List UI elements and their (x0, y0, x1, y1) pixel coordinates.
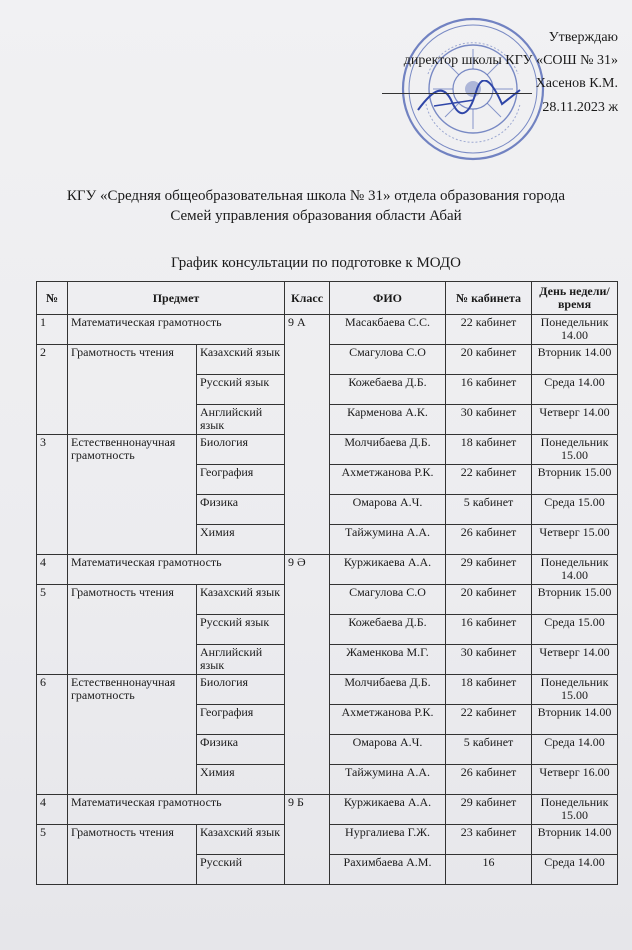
room-cell: 16 (446, 855, 532, 885)
teacher-cell: Куржикаева А.А. (330, 795, 446, 825)
room-cell: 30 кабинет (446, 645, 532, 675)
school-name-line-1: КГУ «Средняя общеобразовательная школа № 31» отдела образования города (66, 188, 566, 204)
subsubject-cell: География (197, 465, 285, 495)
approval-name: Хасенов К.М. (535, 76, 618, 91)
room-cell: 22 кабинет (446, 705, 532, 735)
subject-cell: Естественнонаучная грамотность (68, 675, 197, 795)
teacher-cell: Смагулова С.О (330, 345, 446, 375)
room-cell: 18 кабинет (446, 435, 532, 465)
row-number: 5 (37, 825, 68, 885)
class-cell: 9 Ә (285, 555, 330, 795)
subject-cell: Математическая грамотность (68, 795, 285, 825)
time-cell: Понедельник 15.00 (532, 795, 618, 825)
time-cell: Среда 15.00 (532, 615, 618, 645)
class-cell: 9 А (285, 315, 330, 555)
time-cell: Понедельник 14.00 (532, 555, 618, 585)
subsubject-cell: Русский язык (197, 375, 285, 405)
approval-label: Утверждаю (548, 30, 618, 45)
teacher-cell: Смагулова С.О (330, 585, 446, 615)
row-number: 2 (37, 345, 68, 435)
teacher-cell: Молчибаева Д.Б. (330, 675, 446, 705)
teacher-cell: Нургалиева Г.Ж. (330, 825, 446, 855)
subsubject-cell: География (197, 705, 285, 735)
teacher-cell: Жаменкова М.Г. (330, 645, 446, 675)
time-cell: Среда 14.00 (532, 735, 618, 765)
teacher-cell: Тайжумина А.А. (330, 525, 446, 555)
room-cell: 23 кабинет (446, 825, 532, 855)
time-cell: Среда 15.00 (532, 495, 618, 525)
subsubject-cell: Физика (197, 735, 285, 765)
time-cell: Вторник 14.00 (532, 345, 618, 375)
time-cell: Четверг 14.00 (532, 405, 618, 435)
room-cell: 22 кабинет (446, 315, 532, 345)
time-cell: Вторник 15.00 (532, 465, 618, 495)
document-title: График консультации по подготовке к МОДО (171, 255, 461, 271)
subject-cell: Математическая грамотность (68, 555, 285, 585)
room-cell: 26 кабинет (446, 525, 532, 555)
approval-date: 28.11.2023 ж (542, 100, 618, 115)
approval-name-line (382, 74, 618, 94)
teacher-cell: Куржикаева А.А. (330, 555, 446, 585)
time-cell: Вторник 14.00 (532, 825, 618, 855)
subject-cell: Естественнонаучная грамотность (68, 435, 197, 555)
room-cell: 26 кабинет (446, 765, 532, 795)
teacher-cell: Рахимбаева А.М. (330, 855, 446, 885)
approval-position: директор школы КГУ «СОШ № 31» (403, 53, 618, 68)
teacher-cell: Омарова А.Ч. (330, 495, 446, 525)
column-header: ФИО (330, 282, 446, 315)
time-cell: Четверг 15.00 (532, 525, 618, 555)
schedule-table (36, 281, 618, 885)
teacher-cell: Кожебаева Д.Б. (330, 375, 446, 405)
column-header: День недели/ время (532, 282, 618, 315)
subject-cell: Математическая грамотность (68, 315, 285, 345)
row-number: 3 (37, 435, 68, 555)
table-row (37, 555, 618, 585)
room-cell: 16 кабинет (446, 615, 532, 645)
subsubject-cell: Химия (197, 525, 285, 555)
table-row (37, 795, 618, 825)
subject-cell: Грамотность чтения (68, 825, 197, 885)
class-cell: 9 Б (285, 795, 330, 885)
time-cell: Понедельник 15.00 (532, 675, 618, 705)
room-cell: 29 кабинет (446, 795, 532, 825)
teacher-cell: Кожебаева Д.Б. (330, 615, 446, 645)
subsubject-cell: Биология (197, 675, 285, 705)
teacher-cell: Карменова А.К. (330, 405, 446, 435)
table-row (37, 315, 618, 345)
room-cell: 30 кабинет (446, 405, 532, 435)
time-cell: Вторник 15.00 (532, 585, 618, 615)
subject-cell: Грамотность чтения (68, 585, 197, 675)
room-cell: 22 кабинет (446, 465, 532, 495)
teacher-cell: Ахметжанова Р.К. (330, 465, 446, 495)
row-number: 5 (37, 585, 68, 675)
subsubject-cell: Казахский язык (197, 585, 285, 615)
time-cell: Понедельник 15.00 (532, 435, 618, 465)
subsubject-cell: Русский язык (197, 615, 285, 645)
time-cell: Понедельник 14.00 (532, 315, 618, 345)
time-cell: Вторник 14.00 (532, 705, 618, 735)
teacher-cell: Ахметжанова Р.К. (330, 705, 446, 735)
time-cell: Среда 14.00 (532, 855, 618, 885)
room-cell: 5 кабинет (446, 735, 532, 765)
room-cell: 29 кабинет (446, 555, 532, 585)
teacher-cell: Тайжумина А.А. (330, 765, 446, 795)
subsubject-cell: Казахский язык (197, 345, 285, 375)
school-name (0, 186, 632, 226)
signature-line (382, 77, 532, 94)
column-header: № (37, 282, 68, 315)
room-cell: 20 кабинет (446, 585, 532, 615)
approval-block (382, 28, 618, 118)
row-number: 4 (37, 555, 68, 585)
subsubject-cell: Английский язык (197, 645, 285, 675)
table-header-row (37, 282, 618, 315)
room-cell: 20 кабинет (446, 345, 532, 375)
subsubject-cell: Русский (197, 855, 285, 885)
subsubject-cell: Физика (197, 495, 285, 525)
school-name-line-2: Семей управления образования области Абай (170, 208, 462, 224)
subsubject-cell: Химия (197, 765, 285, 795)
column-header: Предмет (68, 282, 285, 315)
column-header: Класс (285, 282, 330, 315)
room-cell: 5 кабинет (446, 495, 532, 525)
teacher-cell: Масакбаева С.С. (330, 315, 446, 345)
time-cell: Среда 14.00 (532, 375, 618, 405)
subsubject-cell: Биология (197, 435, 285, 465)
row-number: 1 (37, 315, 68, 345)
teacher-cell: Молчибаева Д.Б. (330, 435, 446, 465)
room-cell: 18 кабинет (446, 675, 532, 705)
teacher-cell: Омарова А.Ч. (330, 735, 446, 765)
column-header: № кабинета (446, 282, 532, 315)
room-cell: 16 кабинет (446, 375, 532, 405)
subsubject-cell: Английский язык (197, 405, 285, 435)
time-cell: Четверг 16.00 (532, 765, 618, 795)
row-number: 6 (37, 675, 68, 795)
subsubject-cell: Казахский язык (197, 825, 285, 855)
subject-cell: Грамотность чтения (68, 345, 197, 435)
time-cell: Четверг 14.00 (532, 645, 618, 675)
row-number: 4 (37, 795, 68, 825)
